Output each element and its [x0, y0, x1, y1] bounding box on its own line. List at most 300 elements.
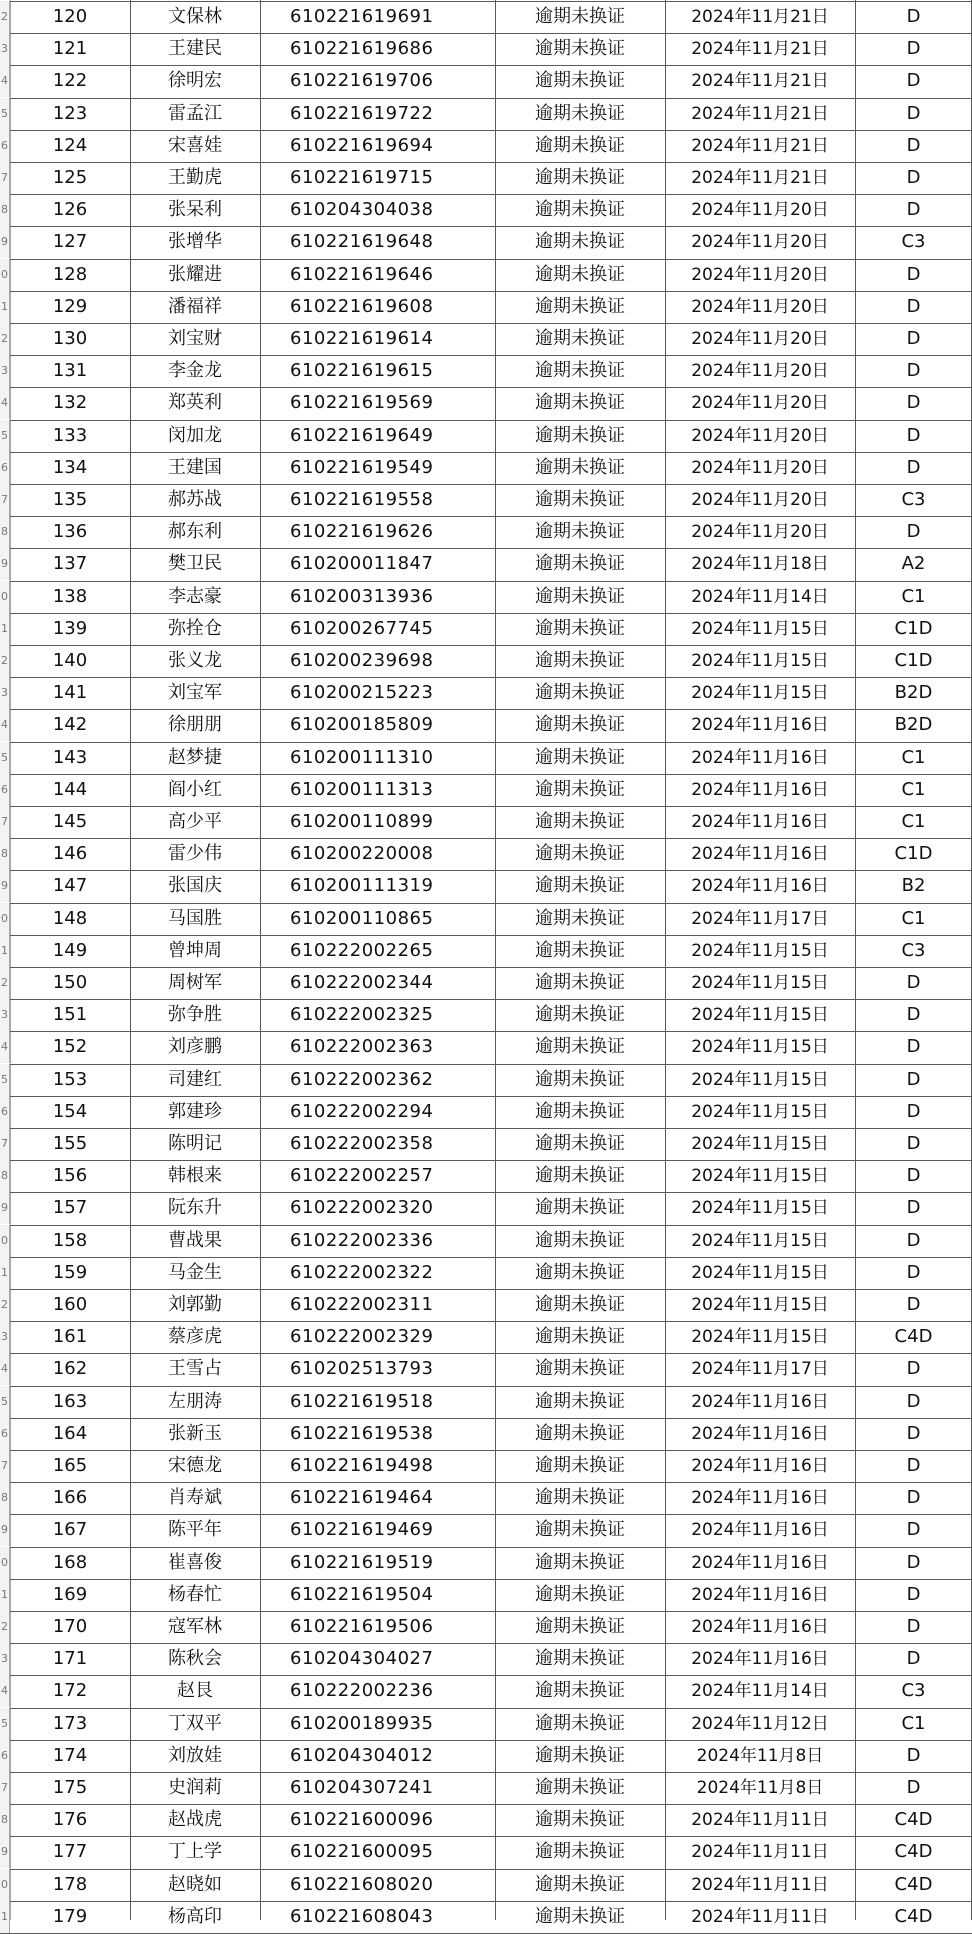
cell-status[interactable]: 逾期未换证: [535, 1487, 625, 1508]
cell-name[interactable]: 肖寿斌: [168, 1487, 222, 1508]
cell-index[interactable]: 178: [52, 1874, 88, 1895]
row-header[interactable]: 1: [0, 1901, 10, 1933]
cell-status[interactable]: 逾期未换证: [535, 811, 625, 832]
cell-status[interactable]: 逾期未换证: [535, 1809, 625, 1830]
cell-date[interactable]: 2024年11月17日: [691, 909, 829, 929]
cell-status[interactable]: 逾期未换证: [535, 1069, 625, 1090]
cell-license-class[interactable]: C1: [901, 908, 926, 929]
cell-index[interactable]: 140: [52, 650, 88, 671]
cell-index[interactable]: 128: [52, 264, 88, 285]
cell-status[interactable]: 逾期未换证: [535, 360, 625, 381]
cell-license-class[interactable]: D: [906, 1358, 921, 1379]
cell-index[interactable]: 125: [52, 167, 88, 188]
cell-status[interactable]: 逾期未换证: [535, 1004, 625, 1025]
cell-name[interactable]: 陈平年: [168, 1519, 222, 1540]
cell-index[interactable]: 120: [52, 6, 88, 27]
row-header[interactable]: 3: [0, 355, 10, 387]
cell-date[interactable]: 2024年11月14日: [691, 1681, 829, 1701]
cell-date[interactable]: 2024年11月15日: [691, 1037, 829, 1057]
cell-index[interactable]: 162: [52, 1358, 88, 1379]
cell-name[interactable]: 高少平: [168, 811, 222, 832]
cell-index[interactable]: 161: [52, 1326, 88, 1347]
cell-name[interactable]: 王勤虎: [168, 167, 222, 188]
cell-license-class[interactable]: D: [906, 6, 921, 27]
cell-license-id[interactable]: 610221619498: [290, 1455, 434, 1476]
cell-index[interactable]: 135: [52, 489, 88, 510]
row-header[interactable]: 0: [0, 581, 10, 613]
cell-status[interactable]: 逾期未换证: [535, 167, 625, 188]
cell-license-class[interactable]: C1D: [894, 618, 933, 639]
cell-status[interactable]: 逾期未换证: [535, 1906, 625, 1927]
cell-name[interactable]: 郝苏战: [168, 489, 222, 510]
cell-date[interactable]: 2024年11月21日: [691, 104, 829, 124]
cell-status[interactable]: 逾期未换证: [535, 38, 625, 59]
cell-name[interactable]: 宋德龙: [168, 1455, 222, 1476]
cell-index[interactable]: 175: [52, 1777, 88, 1798]
cell-status[interactable]: 逾期未换证: [535, 1262, 625, 1283]
cell-name[interactable]: 王建民: [168, 38, 222, 59]
row-header[interactable]: 0: [0, 1225, 10, 1257]
cell-status[interactable]: 逾期未换证: [535, 618, 625, 639]
cell-name[interactable]: 马国胜: [168, 908, 222, 929]
cell-name[interactable]: 崔喜俊: [168, 1552, 222, 1573]
cell-status[interactable]: 逾期未换证: [535, 1648, 625, 1669]
cell-name[interactable]: 韩根来: [168, 1165, 222, 1186]
cell-license-id[interactable]: 610221600095: [290, 1841, 434, 1862]
row-header[interactable]: 5: [0, 1708, 10, 1740]
cell-license-id[interactable]: 610222002320: [290, 1197, 434, 1218]
row-header[interactable]: 4: [0, 65, 10, 97]
row-header[interactable]: 6: [0, 452, 10, 484]
cell-date[interactable]: 2024年11月15日: [691, 619, 829, 639]
cell-license-id[interactable]: 610221619706: [290, 70, 434, 91]
cell-date[interactable]: 2024年11月15日: [691, 651, 829, 671]
cell-index[interactable]: 154: [52, 1101, 88, 1122]
cell-license-id[interactable]: 610222002294: [290, 1101, 434, 1122]
cell-license-id[interactable]: 610221619614: [290, 328, 434, 349]
row-header[interactable]: 8: [0, 1804, 10, 1836]
cell-date[interactable]: 2024年11月16日: [691, 1553, 829, 1573]
row-header[interactable]: 6: [0, 1418, 10, 1450]
cell-license-class[interactable]: D: [906, 1133, 921, 1154]
cell-name[interactable]: 张呆利: [168, 199, 222, 220]
cell-index[interactable]: 157: [52, 1197, 88, 1218]
cell-status[interactable]: 逾期未换证: [535, 1552, 625, 1573]
cell-name[interactable]: 潘福祥: [168, 296, 222, 317]
cell-index[interactable]: 172: [52, 1680, 88, 1701]
cell-date[interactable]: 2024年11月16日: [691, 812, 829, 832]
cell-status[interactable]: 逾期未换证: [535, 1777, 625, 1798]
cell-license-class[interactable]: D: [906, 296, 921, 317]
cell-license-id[interactable]: 610221619691: [290, 6, 434, 27]
cell-index[interactable]: 134: [52, 457, 88, 478]
cell-date[interactable]: 2024年11月20日: [691, 458, 829, 478]
cell-index[interactable]: 129: [52, 296, 88, 317]
cell-name[interactable]: 张增华: [168, 231, 222, 252]
cell-license-class[interactable]: D: [906, 1036, 921, 1057]
cell-license-class[interactable]: D: [906, 1069, 921, 1090]
cell-license-id[interactable]: 610200111319: [290, 875, 434, 896]
cell-index[interactable]: 151: [52, 1004, 88, 1025]
cell-index[interactable]: 145: [52, 811, 88, 832]
cell-name[interactable]: 赵战虎: [168, 1809, 222, 1830]
cell-name[interactable]: 陈明记: [168, 1133, 222, 1154]
cell-name[interactable]: 赵艮: [177, 1680, 213, 1701]
cell-license-class[interactable]: D: [906, 425, 921, 446]
cell-name[interactable]: 郭建珍: [168, 1101, 222, 1122]
cell-date[interactable]: 2024年11月21日: [691, 136, 829, 156]
cell-license-class[interactable]: D: [906, 70, 921, 91]
row-header[interactable]: 7: [0, 1772, 10, 1804]
cell-name[interactable]: 刘郭勤: [168, 1294, 222, 1315]
cell-status[interactable]: 逾期未换证: [535, 296, 625, 317]
cell-status[interactable]: 逾期未换证: [535, 1326, 625, 1347]
cell-date[interactable]: 2024年11月21日: [691, 168, 829, 188]
cell-status[interactable]: 逾期未换证: [535, 1133, 625, 1154]
cell-license-class[interactable]: D: [906, 521, 921, 542]
cell-name[interactable]: 闵加龙: [168, 425, 222, 446]
cell-status[interactable]: 逾期未换证: [535, 70, 625, 91]
cell-status[interactable]: 逾期未换证: [535, 1230, 625, 1251]
cell-date[interactable]: 2024年11月16日: [691, 1424, 829, 1444]
row-header[interactable]: 4: [0, 1031, 10, 1063]
cell-license-class[interactable]: D: [906, 1391, 921, 1412]
cell-license-class[interactable]: A2: [901, 553, 926, 574]
cell-index[interactable]: 121: [52, 38, 88, 59]
cell-date[interactable]: 2024年11月11日: [691, 1875, 829, 1895]
cell-date[interactable]: 2024年11月16日: [691, 876, 829, 896]
cell-name[interactable]: 文保林: [168, 6, 222, 27]
cell-date[interactable]: 2024年11月15日: [691, 1198, 829, 1218]
row-header[interactable]: 1: [0, 1257, 10, 1289]
cell-status[interactable]: 逾期未换证: [535, 1713, 625, 1734]
cell-license-id[interactable]: 610200189935: [290, 1713, 434, 1734]
cell-license-id[interactable]: 610221619722: [290, 103, 434, 124]
cell-license-id[interactable]: 610221619504: [290, 1584, 434, 1605]
cell-status[interactable]: 逾期未换证: [535, 1197, 625, 1218]
cell-status[interactable]: 逾期未换证: [535, 1391, 625, 1412]
cell-license-id[interactable]: 610221619506: [290, 1616, 434, 1637]
cell-license-id[interactable]: 610221619694: [290, 135, 434, 156]
cell-date[interactable]: 2024年11月20日: [691, 329, 829, 349]
cell-name[interactable]: 刘宝财: [168, 328, 222, 349]
cell-license-class[interactable]: C4D: [894, 1326, 933, 1347]
row-header[interactable]: 7: [0, 162, 10, 194]
row-header[interactable]: 8: [0, 1482, 10, 1514]
cell-status[interactable]: 逾期未换证: [535, 231, 625, 252]
cell-date[interactable]: 2024年11月15日: [691, 1070, 829, 1090]
cell-license-id[interactable]: 610221619569: [290, 392, 434, 413]
cell-index[interactable]: 156: [52, 1165, 88, 1186]
cell-license-class[interactable]: D: [906, 1294, 921, 1315]
cell-license-id[interactable]: 610222002358: [290, 1133, 434, 1154]
row-header[interactable]: 1: [0, 613, 10, 645]
cell-license-class[interactable]: D: [906, 1165, 921, 1186]
row-header[interactable]: 7: [0, 806, 10, 838]
cell-date[interactable]: 2024年11月20日: [691, 522, 829, 542]
cell-license-class[interactable]: D: [906, 1197, 921, 1218]
cell-index[interactable]: 166: [52, 1487, 88, 1508]
cell-license-id[interactable]: 610200313936: [290, 586, 434, 607]
cell-license-id[interactable]: 610221619626: [290, 521, 434, 542]
cell-status[interactable]: 逾期未换证: [535, 553, 625, 574]
cell-index[interactable]: 153: [52, 1069, 88, 1090]
cell-status[interactable]: 逾期未换证: [535, 940, 625, 961]
cell-license-id[interactable]: 610204304027: [290, 1648, 434, 1669]
row-header[interactable]: 7: [0, 484, 10, 516]
row-header[interactable]: 6: [0, 1740, 10, 1772]
cell-license-class[interactable]: B2D: [894, 714, 933, 735]
cell-status[interactable]: 逾期未换证: [535, 1036, 625, 1057]
cell-name[interactable]: 寇军林: [168, 1616, 222, 1637]
cell-index[interactable]: 169: [52, 1584, 88, 1605]
cell-license-class[interactable]: C3: [901, 231, 926, 252]
cell-license-class[interactable]: C1: [901, 779, 926, 800]
cell-index[interactable]: 137: [52, 553, 88, 574]
cell-name[interactable]: 郑英利: [168, 392, 222, 413]
cell-license-class[interactable]: D: [906, 103, 921, 124]
cell-status[interactable]: 逾期未换证: [535, 264, 625, 285]
cell-license-id[interactable]: 610221608020: [290, 1874, 434, 1895]
cell-license-class[interactable]: D: [906, 1552, 921, 1573]
row-header[interactable]: 2: [0, 1, 10, 33]
cell-date[interactable]: 2024年11月16日: [691, 1488, 829, 1508]
row-header[interactable]: 8: [0, 516, 10, 548]
cell-license-id[interactable]: 610221619464: [290, 1487, 434, 1508]
cell-status[interactable]: 逾期未换证: [535, 1358, 625, 1379]
cell-date[interactable]: 2024年11月16日: [691, 1456, 829, 1476]
cell-license-id[interactable]: 610200110865: [290, 908, 434, 929]
cell-license-id[interactable]: 610200111313: [290, 779, 434, 800]
cell-license-id[interactable]: 610222002311: [290, 1294, 434, 1315]
cell-date[interactable]: 2024年11月15日: [691, 1263, 829, 1283]
row-header[interactable]: 0: [0, 903, 10, 935]
cell-license-id[interactable]: 610200110899: [290, 811, 434, 832]
cell-index[interactable]: 176: [52, 1809, 88, 1830]
row-header[interactable]: 5: [0, 742, 10, 774]
row-header[interactable]: 4: [0, 1675, 10, 1707]
cell-date[interactable]: 2024年11月16日: [691, 1649, 829, 1669]
cell-index[interactable]: 174: [52, 1745, 88, 1766]
cell-name[interactable]: 曹战果: [168, 1230, 222, 1251]
cell-status[interactable]: 逾期未换证: [535, 1616, 625, 1637]
cell-name[interactable]: 李金龙: [168, 360, 222, 381]
cell-license-class[interactable]: C1: [901, 811, 926, 832]
row-header[interactable]: 5: [0, 1386, 10, 1418]
cell-license-id[interactable]: 610221619519: [290, 1552, 434, 1573]
row-header[interactable]: 2: [0, 1611, 10, 1643]
cell-license-class[interactable]: D: [906, 1262, 921, 1283]
cell-name[interactable]: 刘彦鹏: [168, 1036, 222, 1057]
cell-license-id[interactable]: 610200220008: [290, 843, 434, 864]
row-header[interactable]: 6: [0, 774, 10, 806]
cell-license-id[interactable]: 610221619648: [290, 231, 434, 252]
cell-status[interactable]: 逾期未换证: [535, 908, 625, 929]
cell-license-class[interactable]: D: [906, 328, 921, 349]
cell-status[interactable]: 逾期未换证: [535, 875, 625, 896]
cell-license-id[interactable]: 610200185809: [290, 714, 434, 735]
cell-index[interactable]: 133: [52, 425, 88, 446]
cell-date[interactable]: 2024年11月11日: [691, 1810, 829, 1830]
row-header[interactable]: 4: [0, 387, 10, 419]
cell-index[interactable]: 171: [52, 1648, 88, 1669]
cell-license-class[interactable]: D: [906, 1487, 921, 1508]
row-header[interactable]: 9: [0, 870, 10, 902]
cell-status[interactable]: 逾期未换证: [535, 779, 625, 800]
cell-date[interactable]: 2024年11月17日: [691, 1359, 829, 1379]
cell-status[interactable]: 逾期未换证: [535, 521, 625, 542]
cell-date[interactable]: 2024年11月15日: [691, 1134, 829, 1154]
cell-date[interactable]: 2024年11月15日: [691, 683, 829, 703]
cell-status[interactable]: 逾期未换证: [535, 1874, 625, 1895]
cell-name[interactable]: 张国庆: [168, 875, 222, 896]
cell-name[interactable]: 王建国: [168, 457, 222, 478]
cell-license-class[interactable]: B2D: [894, 682, 933, 703]
row-header[interactable]: 9: [0, 1514, 10, 1546]
row-header[interactable]: 7: [0, 1128, 10, 1160]
row-header[interactable]: 4: [0, 709, 10, 741]
cell-name[interactable]: 杨高印: [168, 1906, 222, 1927]
cell-name[interactable]: 雷少伟: [168, 843, 222, 864]
cell-status[interactable]: 逾期未换证: [535, 747, 625, 768]
cell-license-class[interactable]: D: [906, 38, 921, 59]
cell-name[interactable]: 陈秋会: [168, 1648, 222, 1669]
row-header[interactable]: 3: [0, 33, 10, 65]
cell-index[interactable]: 152: [52, 1036, 88, 1057]
cell-license-id[interactable]: 610222002336: [290, 1230, 434, 1251]
cell-license-class[interactable]: C1D: [894, 650, 933, 671]
cell-name[interactable]: 杨春忙: [168, 1584, 222, 1605]
cell-index[interactable]: 155: [52, 1133, 88, 1154]
cell-license-class[interactable]: D: [906, 1519, 921, 1540]
cell-name[interactable]: 周树军: [168, 972, 222, 993]
row-header[interactable]: 2: [0, 1289, 10, 1321]
cell-license-class[interactable]: D: [906, 1230, 921, 1251]
cell-index[interactable]: 147: [52, 875, 88, 896]
cell-name[interactable]: 刘放娃: [168, 1745, 222, 1766]
cell-status[interactable]: 逾期未换证: [535, 1680, 625, 1701]
cell-license-class[interactable]: D: [906, 457, 921, 478]
row-header[interactable]: 0: [0, 259, 10, 291]
row-header[interactable]: 2: [0, 967, 10, 999]
cell-index[interactable]: 148: [52, 908, 88, 929]
cell-date[interactable]: 2024年11月16日: [691, 1585, 829, 1605]
row-header[interactable]: 5: [0, 98, 10, 130]
cell-status[interactable]: 逾期未换证: [535, 843, 625, 864]
cell-status[interactable]: 逾期未换证: [535, 103, 625, 124]
cell-index[interactable]: 177: [52, 1841, 88, 1862]
cell-date[interactable]: 2024年11月11日: [691, 1842, 829, 1862]
cell-status[interactable]: 逾期未换证: [535, 682, 625, 703]
cell-license-id[interactable]: 610222002344: [290, 972, 434, 993]
cell-license-id[interactable]: 610222002322: [290, 1262, 434, 1283]
cell-license-class[interactable]: D: [906, 167, 921, 188]
cell-index[interactable]: 131: [52, 360, 88, 381]
cell-index[interactable]: 160: [52, 1294, 88, 1315]
cell-license-class[interactable]: D: [906, 264, 921, 285]
cell-name[interactable]: 李志豪: [168, 586, 222, 607]
cell-license-id[interactable]: 610221600096: [290, 1809, 434, 1830]
cell-license-id[interactable]: 610222002329: [290, 1326, 434, 1347]
cell-index[interactable]: 127: [52, 231, 88, 252]
cell-license-id[interactable]: 610221608043: [290, 1906, 434, 1927]
cell-date[interactable]: 2024年11月20日: [691, 361, 829, 381]
cell-index[interactable]: 132: [52, 392, 88, 413]
cell-date[interactable]: 2024年11月16日: [691, 780, 829, 800]
cell-name[interactable]: 宋喜娃: [168, 135, 222, 156]
cell-license-id[interactable]: 610222002363: [290, 1036, 434, 1057]
cell-license-class[interactable]: D: [906, 1777, 921, 1798]
cell-name[interactable]: 王雪占: [168, 1358, 222, 1379]
row-header[interactable]: 0: [0, 1547, 10, 1579]
cell-date[interactable]: 2024年11月11日: [691, 1907, 829, 1927]
cell-date[interactable]: 2024年11月16日: [691, 844, 829, 864]
cell-license-id[interactable]: 610221619686: [290, 38, 434, 59]
cell-index[interactable]: 163: [52, 1391, 88, 1412]
cell-index[interactable]: 130: [52, 328, 88, 349]
cell-index[interactable]: 143: [52, 747, 88, 768]
cell-index[interactable]: 164: [52, 1423, 88, 1444]
cell-license-id[interactable]: 610204307241: [290, 1777, 434, 1798]
cell-license-id[interactable]: 610221619615: [290, 360, 434, 381]
row-header[interactable]: 9: [0, 1836, 10, 1868]
cell-index[interactable]: 179: [52, 1906, 88, 1927]
row-header[interactable]: 3: [0, 999, 10, 1031]
row-header[interactable]: 6: [0, 130, 10, 162]
cell-name[interactable]: 张新玉: [168, 1423, 222, 1444]
cell-license-id[interactable]: 610222002257: [290, 1165, 434, 1186]
cell-license-class[interactable]: C3: [901, 940, 926, 961]
cell-date[interactable]: 2024年11月21日: [691, 7, 829, 27]
row-header[interactable]: 3: [0, 1321, 10, 1353]
cell-license-class[interactable]: C3: [901, 1680, 926, 1701]
cell-date[interactable]: 2024年11月20日: [691, 426, 829, 446]
cell-name[interactable]: 丁双平: [168, 1713, 222, 1734]
cell-license-class[interactable]: D: [906, 1004, 921, 1025]
cell-name[interactable]: 郝东利: [168, 521, 222, 542]
row-header[interactable]: 1: [0, 935, 10, 967]
cell-license-id[interactable]: 610221619608: [290, 296, 434, 317]
cell-date[interactable]: 2024年11月15日: [691, 1166, 829, 1186]
cell-license-id[interactable]: 610221619646: [290, 264, 434, 285]
cell-date[interactable]: 2024年11月8日: [696, 1746, 824, 1766]
cell-index[interactable]: 142: [52, 714, 88, 735]
cell-license-id[interactable]: 610200239698: [290, 650, 434, 671]
cell-license-id[interactable]: 610222002265: [290, 940, 434, 961]
cell-license-id[interactable]: 610200111310: [290, 747, 434, 768]
row-header[interactable]: 7: [0, 1450, 10, 1482]
cell-date[interactable]: 2024年11月15日: [691, 941, 829, 961]
cell-license-id[interactable]: 610221619715: [290, 167, 434, 188]
cell-date[interactable]: 2024年11月20日: [691, 297, 829, 317]
cell-name[interactable]: 马金生: [168, 1262, 222, 1283]
cell-date[interactable]: 2024年11月16日: [691, 1392, 829, 1412]
cell-license-class[interactable]: D: [906, 1648, 921, 1669]
cell-date[interactable]: 2024年11月15日: [691, 1327, 829, 1347]
cell-name[interactable]: 徐朋朋: [168, 714, 222, 735]
cell-license-id[interactable]: 610221619469: [290, 1519, 434, 1540]
cell-name[interactable]: 弥争胜: [168, 1004, 222, 1025]
row-header[interactable]: 8: [0, 1160, 10, 1192]
cell-license-class[interactable]: C3: [901, 489, 926, 510]
cell-license-id[interactable]: 610204304012: [290, 1745, 434, 1766]
cell-date[interactable]: 2024年11月16日: [691, 748, 829, 768]
cell-index[interactable]: 141: [52, 682, 88, 703]
cell-status[interactable]: 逾期未换证: [535, 650, 625, 671]
cell-license-class[interactable]: D: [906, 1745, 921, 1766]
cell-name[interactable]: 阎小红: [168, 779, 222, 800]
cell-license-class[interactable]: D: [906, 360, 921, 381]
